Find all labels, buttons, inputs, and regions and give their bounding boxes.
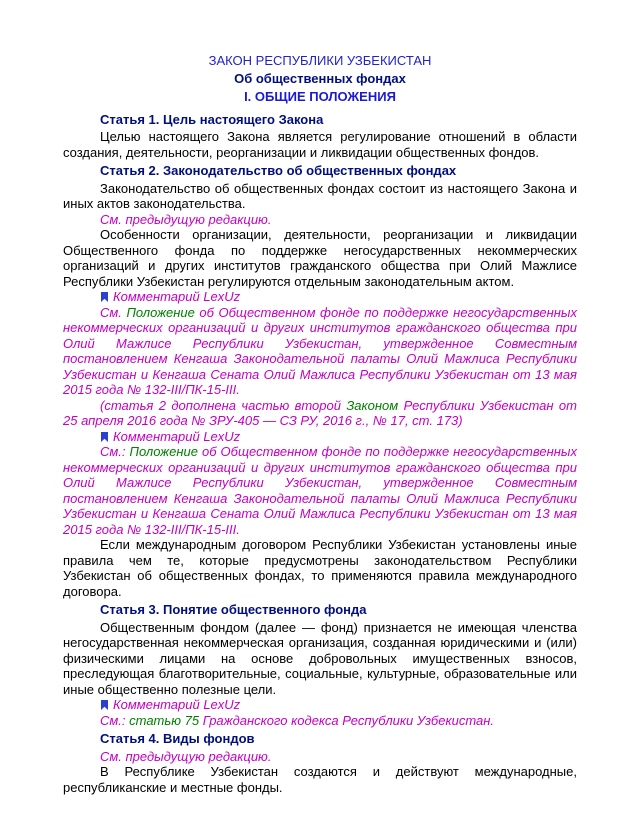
paragraph: Если международным договором Республики Узбекистан установлены иные правила чем те, которые предусмотрены законодательством Республики Узбекистан об общественных фондах, то применяются правила международного договора.	[63, 537, 577, 599]
section-heading: I. ОБЩИЕ ПОЛОЖЕНИЯ	[244, 89, 396, 104]
document-subject: Об общественных фондах	[234, 70, 406, 86]
lexuz-comment-icon	[100, 432, 109, 442]
lexuz-comment-label-text: Комментарий LexUz	[113, 697, 241, 712]
law-title: ЗАКОН РЕСПУБЛИКИ УЗБЕКИСТАН	[208, 53, 432, 68]
article-heading: Статья 2. Законодательство об общественных фондах	[100, 163, 457, 178]
paragraph: Законодательство об общественных фондах состоит из настоящего Закона и иных актов законодательства.	[63, 180, 577, 211]
lexuz-comment-text	[63, 444, 577, 537]
comment-text-run: об Общественном фонде по поддержке негосударственных некоммерческих организаций и других институтов гражданского общества при Олий Мажлисе Республики Узбекистан, утвержденное Совместным постановлением Кенгаша Законодательной палаты Олий Мажлиса Республики Узбекистан и Кенгаша Сената Олий Мажлиса Республики Узбекистан от 13 мая 2015 года № 132-III/ПК-15-III.	[63, 304, 577, 397]
inline-reference-link[interactable]: статью 75	[129, 712, 200, 728]
see-previous-edition-link[interactable]: См. предыдущую редакцию.	[100, 748, 272, 764]
lexuz-comment-text	[63, 713, 577, 729]
lexuz-comment-label	[63, 697, 577, 713]
see-previous-edition-link[interactable]: См. предыдущую редакцию.	[100, 211, 272, 227]
paragraph: В Республике Узбекистан создаются и действуют международные, республиканские и местные фонды.	[63, 764, 577, 795]
comment-text-run: (статья 2 дополнена частью второй	[100, 397, 347, 413]
lexuz-comment-text	[63, 398, 577, 429]
inline-reference-link[interactable]: Положение	[126, 304, 195, 320]
comment-text-run: См.	[100, 304, 127, 320]
paragraph: Общественным фондом (далее — фонд) признается не имеющая членства негосударственная некоммерческая организация, созданная юридическими и (или) физическими лицами на основе добровольных имущественных взносов, преследующая благотворительные, социальные, культурные, образовательные или иные общественно полезные цели.	[63, 619, 577, 697]
comment-text-run: Республики Узбекистан от 25 апреля 2016 года № ЗРУ-405 — СЗ РУ, 2016 г., № 17, ст. 173)	[63, 397, 577, 428]
comment-text-run: См.:	[100, 712, 130, 728]
lexuz-comment-label-text: Комментарий LexUz	[113, 289, 241, 304]
inline-reference-link[interactable]: Законом	[346, 397, 399, 413]
lexuz-comment-label-text: Комментарий LexUz	[113, 428, 241, 444]
comment-text-run: См.:	[100, 444, 130, 459]
lexuz-comment-icon	[100, 700, 109, 710]
article-heading: Статья 1. Цель настоящего Закона	[100, 111, 324, 127]
lexuz-comment-text	[63, 305, 577, 398]
inline-reference-link[interactable]: Положение	[129, 444, 198, 459]
article-heading: Статья 4. Виды фондов	[100, 731, 255, 746]
lexuz-comment-label	[63, 429, 577, 445]
article-heading: Статья 3. Понятие общественного фонда	[100, 602, 367, 617]
lexuz-comment-icon	[100, 292, 109, 302]
lexuz-comment-label	[63, 289, 577, 305]
paragraph: Целью настоящего Закона является регулирование отношений в области создания, деятельности, реорганизации и ликвидации общественных фондов.	[63, 129, 577, 160]
paragraph: Особенности организации, деятельности, реорганизации и ликвидации Общественного фонда по поддержке негосударственных некоммерческих организаций и других институтов гражданского общества при Олий Мажлисе Республики Узбекистан регулируются отдельным законодательным актом.	[63, 227, 577, 289]
comment-text-run: Гражданского кодекса Республики Узбекистан.	[199, 712, 495, 728]
comment-text-run: об Общественном фонде по поддержке негосударственных некоммерческих организаций и других институтов гражданского общества при Олий Мажлисе Республики Узбекистан, утвержденное Совместным постановлением Кенгаша Законодательной палаты Олий Мажлиса Республики Узбекистан и Кенгаша Сената Олий Мажлиса Республики Узбекистан от 13 мая 2015 года № 132-III/ПК-15-III.	[63, 444, 577, 537]
document-body	[63, 112, 577, 796]
